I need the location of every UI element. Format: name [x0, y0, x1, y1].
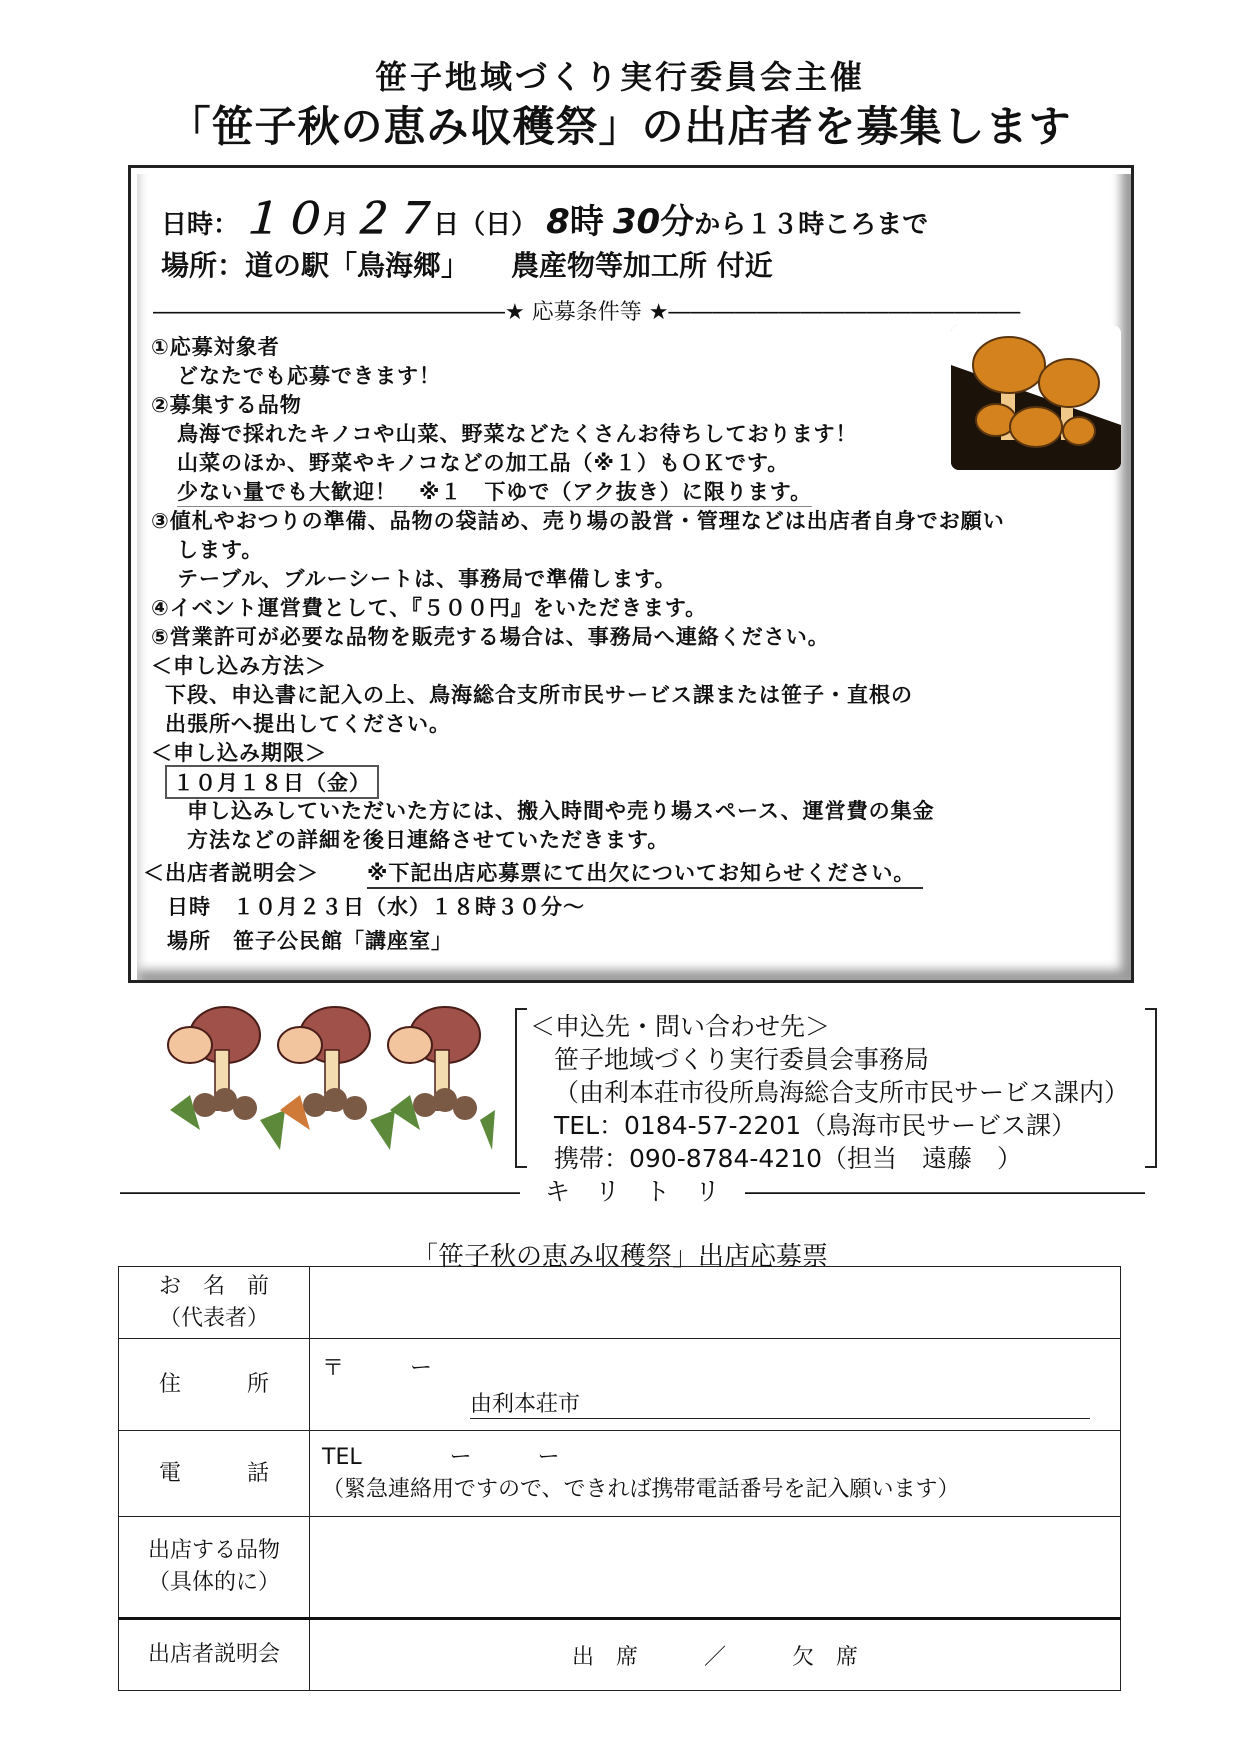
briefing-place: 場所 笹子公民館「講座室」: [167, 929, 453, 953]
deadline-line: 方法などの詳細を後日連絡させていただきます。: [187, 828, 670, 852]
start-min: 30: [612, 202, 661, 242]
min-unit: 分: [660, 202, 695, 242]
name-label-text: お 名 前: [158, 1273, 269, 1299]
form-row-phone: [119, 1431, 1121, 1517]
cond-4-heading: ④イベント運営費として、『５００円』をいただきます。: [151, 596, 708, 620]
day-unit: 日: [433, 210, 460, 240]
place-value: 道の駅「鳥海郷」 農産物等加工所 付近: [245, 249, 773, 282]
items-label-sub: （具体的に）: [147, 1570, 280, 1595]
month-unit: 月: [323, 210, 350, 240]
datetime-label: 日時：: [161, 210, 240, 240]
contact-bracket-left: [515, 1008, 527, 1168]
address-field[interactable]: [310, 1339, 1121, 1431]
deadline-date: １０月１８日（金）: [165, 765, 379, 799]
cond-5-heading: ⑤営業許可が必要な品物を販売する場合は、事務局へ連絡ください。: [151, 625, 830, 649]
cond-1-heading: ①応募対象者: [151, 335, 280, 359]
start-hour: 8: [546, 202, 570, 242]
event-info-box: [128, 165, 1134, 983]
form-row-address: [119, 1339, 1121, 1431]
name-label-sub: （代表者）: [158, 1305, 269, 1331]
contact-block: [530, 1010, 1129, 1175]
items-label: [119, 1517, 310, 1619]
phone-field[interactable]: [310, 1431, 1121, 1517]
deadline-line: 申し込みしていただいた方には、搬入時間や売り場スペース、運営費の集金: [187, 799, 935, 823]
attendance-choice[interactable]: 出 席 ／ 欠 席: [310, 1619, 1121, 1691]
briefing-label: 出店者説明会: [119, 1619, 310, 1691]
day: ２７: [349, 194, 434, 243]
briefing-note: ※下記出店応募票にて出欠についてお知らせください。: [367, 857, 923, 889]
application-form: [118, 1266, 1121, 1691]
cond-2-line: 鳥海で採れたキノコや山菜、野菜などたくさんお待ちしております！: [177, 422, 858, 446]
form-row-items: [119, 1517, 1121, 1619]
cond-3-heading: ③値札やおつりの準備、品物の袋詰め、売り場の設営・管理などは出店者自身でお願い: [151, 509, 1005, 533]
briefing-heading: ＜出店者説明会＞: [143, 861, 319, 885]
cut-line: ―――――――――――――――― キ リ ト リ ――――――――――――――――: [120, 1177, 1146, 1206]
page-title: 「笹子秋の恵み収穫祭」の出店者を募集します: [168, 102, 1072, 151]
conditions-separator: ――――――――――――――――★ 応募条件等 ★――――――――――――――――: [153, 300, 1021, 325]
contact-heading: ＜申込先・問い合わせ先＞: [530, 1012, 831, 1041]
organizer-heading: 笹子地域づくり実行委員会主催: [374, 58, 865, 96]
city-line: 由利本荘市: [470, 1387, 1090, 1419]
cond-3-line: します。: [177, 538, 264, 562]
contact-bracket-right: [1145, 1008, 1157, 1168]
cond-2-line: 山菜のほか、野菜やキノコなどの加工品（※１）もＯＫです。: [177, 451, 790, 475]
form-title: 「笹子秋の恵み収穫祭」出店応募票: [411, 1242, 828, 1272]
phone-note: （緊急連絡用ですので、できれば携帯電話番号を記入願います）: [322, 1476, 960, 1502]
method-heading: ＜申し込み方法＞: [151, 654, 327, 678]
weekday: （日）: [459, 210, 538, 240]
method-line: 出張所へ提出してください。: [165, 712, 451, 736]
form-row-name: [119, 1267, 1121, 1339]
name-label: [119, 1267, 310, 1339]
items-field[interactable]: [310, 1517, 1121, 1619]
mushroom-cluster-illustration: [160, 1000, 500, 1160]
until-text: から１３時ころまで: [694, 210, 929, 240]
form-row-briefing: [119, 1619, 1121, 1691]
contact-mobile: 携帯：090-8784-4210（担当 遠藤 ）: [554, 1144, 1023, 1173]
mushroom-illustration: [951, 325, 1121, 470]
cond-3-line: テーブル、ブルーシートは、事務局で準備します。: [177, 567, 677, 591]
contact-org: 笹子地域づくり実行委員会事務局: [554, 1045, 930, 1074]
phone-tel: TEL ー ー: [322, 1444, 560, 1470]
event-place: [161, 244, 773, 284]
deadline-heading: ＜申し込み期限＞: [151, 741, 327, 765]
event-datetime: [161, 186, 928, 246]
place-label: 場所：: [161, 249, 246, 282]
contact-tel: TEL：0184-57-2201（鳥海市民サービス課）: [554, 1111, 1077, 1140]
cond-1-line: どなたでも応募できます！: [177, 364, 441, 388]
items-label-text: 出店する品物: [147, 1538, 280, 1564]
method-line: 下段、申込書に記入の上、鳥海総合支所市民サービス課または笹子・直根の: [165, 683, 913, 707]
cond-2-heading: ②募集する品物: [151, 393, 302, 417]
month: １０: [239, 194, 324, 243]
briefing-datetime: 日時 １０月２３日（水）１８時３０分～: [167, 895, 585, 919]
hour-unit: 時: [569, 202, 604, 242]
address-label: 住 所: [119, 1339, 310, 1431]
name-field[interactable]: [310, 1267, 1121, 1339]
cond-2-line: 少ない量でも大歓迎！ ※１ 下ゆで（アク抜き）に限ります。: [177, 476, 812, 507]
phone-label: 電 話: [119, 1431, 310, 1517]
postal-code: 〒 ー: [322, 1356, 433, 1381]
contact-office: （由利本荘市役所鳥海総合支所市民サービス課内）: [554, 1078, 1130, 1107]
